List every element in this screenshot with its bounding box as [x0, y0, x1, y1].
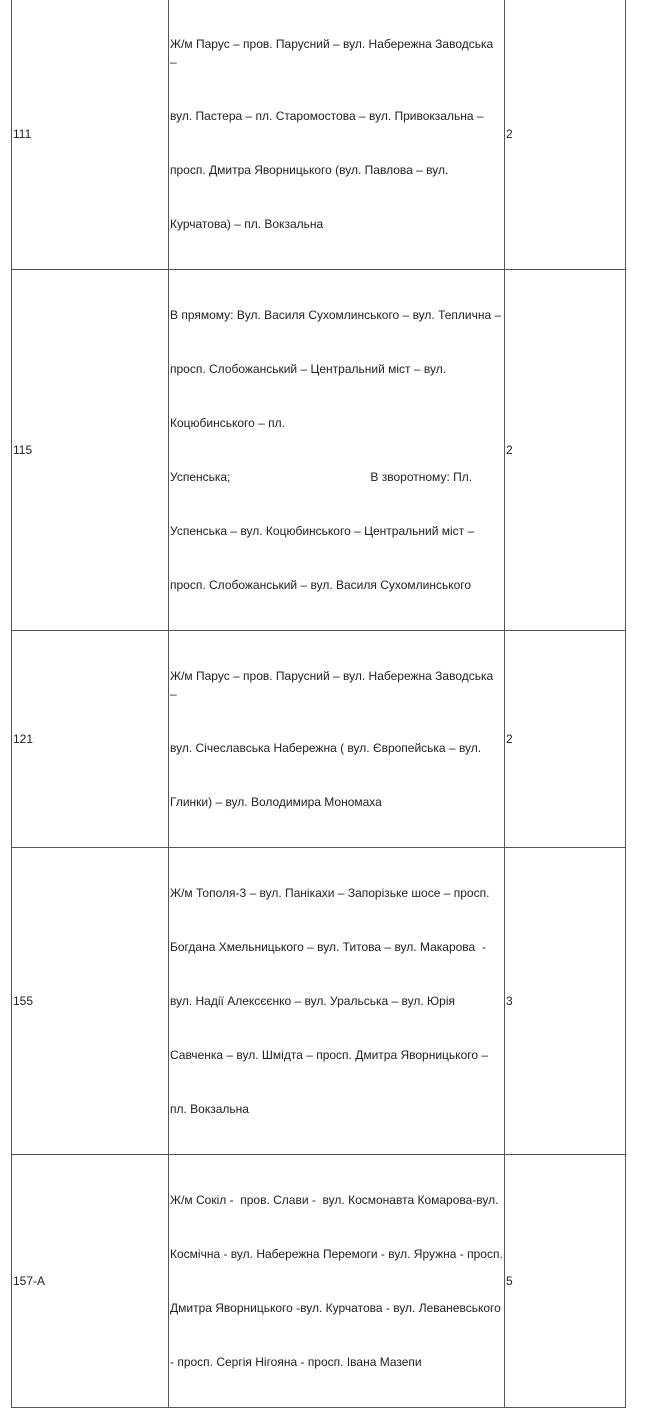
- route-line: Дмитра Яворницького -вул. Курчатова - вул. Леваневського: [170, 1301, 501, 1315]
- route-line: Успенська; В зворотному: Пл.: [170, 470, 473, 484]
- route-line: вул. Січеславська Набережна ( вул. Європейська – вул.: [170, 741, 482, 755]
- route-line: Ж/м Сокіл - пров. Слави - вул. Космонавта Комарова-вул.: [170, 1193, 499, 1207]
- route-line: просп. Слобожанський – Центральний міст – вул.: [170, 362, 447, 376]
- route-count-cell: 2: [505, 631, 626, 848]
- routes-table: [11, 0, 626, 1408]
- route-line: Курчатова) – пл. Вокзальна: [170, 217, 324, 231]
- route-count-cell: 2: [505, 0, 626, 270]
- route-description-cell: [169, 270, 505, 631]
- route-number-cell: 121: [12, 631, 169, 848]
- table-row: [12, 270, 626, 631]
- table-row: [12, 631, 626, 848]
- route-number-cell: 115: [12, 270, 169, 631]
- route-line: Савченка – вул. Шмідта – просп. Дмитра Яворницького –: [170, 1048, 489, 1062]
- route-count-cell: 3: [505, 848, 626, 1155]
- route-description-cell: [169, 631, 505, 848]
- route-count-cell: 2: [505, 270, 626, 631]
- route-description-cell: [169, 848, 505, 1155]
- route-number-cell: 155: [12, 848, 169, 1155]
- route-number-cell: 111: [12, 0, 169, 270]
- route-line: Богдана Хмельницького – вул. Титова – вул. Макарова -: [170, 940, 486, 954]
- route-line: В прямому: Вул. Василя Сухомлинського – вул. Теплична –: [170, 308, 502, 322]
- route-count-cell: 5: [505, 1155, 626, 1408]
- route-line: - просп. Сергія Нігояна - просп. Івана Мазепи: [170, 1355, 422, 1369]
- route-line: Ж/м Парус – пров. Парусний – вул. Набережна Заводська –: [170, 669, 497, 701]
- table-row: [12, 1155, 626, 1408]
- route-line: пл. Вокзальна: [170, 1102, 249, 1116]
- route-description-cell: [169, 1155, 505, 1408]
- route-line: просп. Дмитра Яворницького (вул. Павлова – вул.: [170, 163, 449, 177]
- table-row: [12, 0, 626, 270]
- route-number-cell: 157-А: [12, 1155, 169, 1408]
- route-line: Успенська – вул. Коцюбинського – Центральний міст –: [170, 524, 475, 538]
- route-description-cell: [169, 0, 505, 270]
- route-line: вул. Пастера – пл. Старомостова – вул. Привокзальна –: [170, 109, 484, 123]
- route-line: Ж/м Парус – пров. Парусний – вул. Набережна Заводська –: [170, 37, 497, 69]
- route-line: просп. Слобожанський – вул. Василя Сухомлинського: [170, 578, 472, 592]
- route-line: Космічна - вул. Набережна Перемоги - вул. Яружна - просп.: [170, 1247, 503, 1261]
- route-line: Глинки) – вул. Володимира Мономаха: [170, 795, 382, 809]
- route-line: Ж/м Тополя-3 – вул. Панікахи – Запорізьке шосе – просп.: [170, 886, 490, 900]
- table-row: [12, 848, 626, 1155]
- route-line: вул. Надії Алексєєнко – вул. Уральська – вул. Юрія: [170, 994, 455, 1008]
- route-line: Коцюбинського – пл.: [170, 416, 286, 430]
